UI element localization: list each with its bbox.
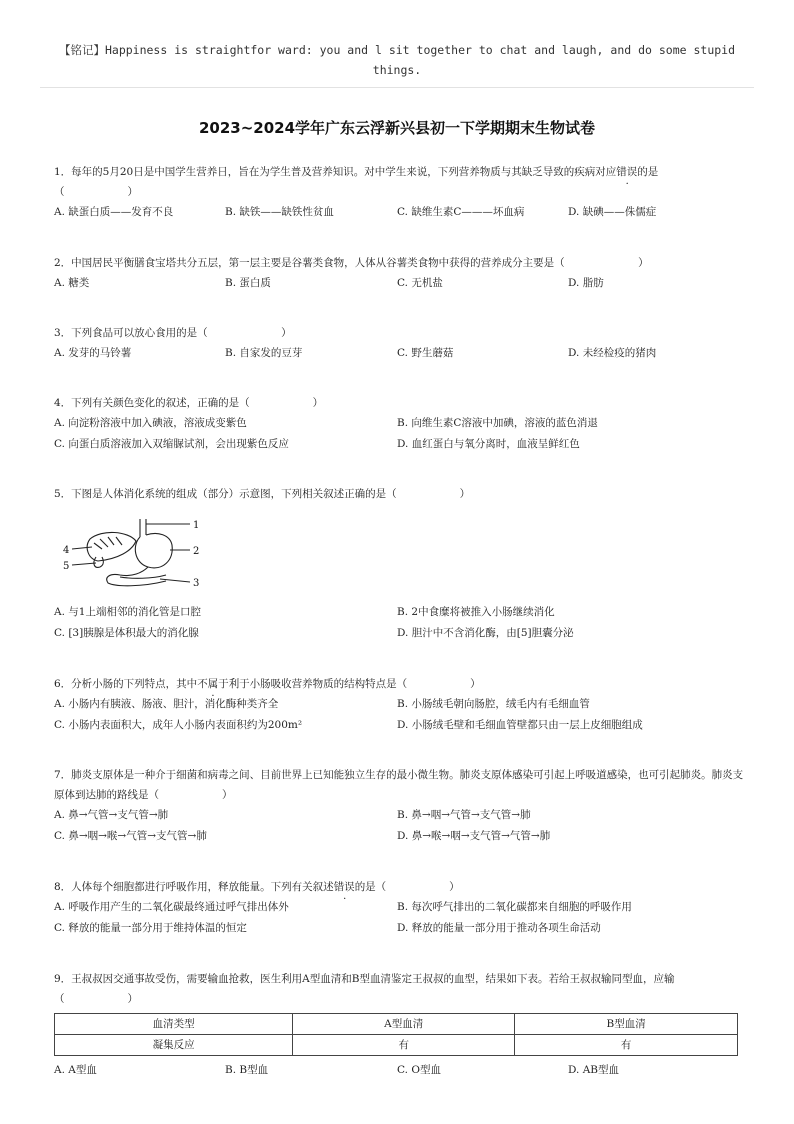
question-1 xyxy=(54,162,744,222)
option-c[interactable]: C. 野生蘑菇 xyxy=(397,347,454,359)
option-b[interactable]: B. 向维生素C溶液中加碘，溶液的蓝色消退 xyxy=(397,417,598,429)
question-8 xyxy=(54,877,744,939)
option-c[interactable]: C. 向蛋白质溶液加入双缩脲试剂，会出现紫色反应 xyxy=(54,438,289,450)
question-2-options xyxy=(54,273,744,293)
option-b[interactable]: B. 缺铁——缺铁性贫血 xyxy=(225,206,334,218)
option-a[interactable]: A. 发芽的马铃薯 xyxy=(54,347,132,359)
exam-title: 2023~2024学年广东云浮新兴县初一下学期期末生物试卷 xyxy=(198,119,596,137)
option-a[interactable]: A. 糖类 xyxy=(54,277,90,289)
option-c[interactable]: C. [3]胰腺是体积最大的消化腺 xyxy=(54,627,199,639)
table-header-cell: A型血清 xyxy=(293,1014,515,1035)
question-8-options-row1 xyxy=(54,897,744,918)
question-3 xyxy=(54,323,744,363)
option-c[interactable]: C. 小肠内表面积大，成年人小肠内表面积约为200m² xyxy=(54,719,303,731)
question-5-options xyxy=(54,602,744,644)
option-c[interactable]: C. 释放的能量一部分用于维持体温的恒定 xyxy=(54,922,247,934)
question-9 xyxy=(54,969,744,1080)
option-d[interactable]: D. 小肠绒毛壁和毛细血管壁都只由一层上皮细胞组成 xyxy=(397,719,643,731)
question-9-options xyxy=(54,1060,744,1080)
option-a[interactable]: A. 呼吸作用产生的二氧化碳最终通过呼气排出体外 xyxy=(54,901,289,913)
option-c[interactable]: C. 无机盐 xyxy=(397,277,443,289)
question-8-options-row2 xyxy=(54,918,744,939)
question-4 xyxy=(54,393,744,455)
option-c[interactable]: C. 缺维生素C———坏血病 xyxy=(397,206,525,218)
question-7-options-row2 xyxy=(54,826,744,847)
question-7-stem: 7．肺炎支原体是一种介于细菌和病毒之间、目前世界上已知能独立生存的最小微生物。肺炎支原体感染可引起上呼吸道感染，也可引起肺炎。肺炎支原体到达肺的路线是（ ） xyxy=(54,769,744,801)
table-header-cell: B型血清 xyxy=(515,1014,738,1035)
question-7 xyxy=(54,765,744,847)
label-5: 5 xyxy=(63,561,70,572)
option-c[interactable]: C. O型血 xyxy=(397,1064,441,1076)
label-4: 4 xyxy=(63,545,70,556)
option-a[interactable]: A. A型血 xyxy=(54,1064,97,1076)
question-4-options-row1 xyxy=(54,413,744,434)
question-3-stem: 3．下列食品可以放心食用的是（ ） xyxy=(54,327,292,339)
option-d[interactable]: D. 脂肪 xyxy=(568,277,604,289)
question-5 xyxy=(54,484,744,504)
table-row xyxy=(55,1014,738,1035)
option-a[interactable]: A. 与1上端相邻的消化管是口腔 xyxy=(54,606,201,618)
question-4-stem: 4．下列有关颜色变化的叙述，正确的是（ ） xyxy=(54,397,324,409)
question-6-stem: 6．分析小肠的下列特点，其中不属于利于小肠吸收营养物质的结构特点是（ ） xyxy=(54,678,481,690)
option-a[interactable]: A. 向淀粉溶液中加入碘液，溶液成变紫色 xyxy=(54,417,247,429)
option-a[interactable]: A. 缺蛋白质——发育不良 xyxy=(54,206,174,218)
label-1: 1 xyxy=(193,520,200,531)
question-7-options-row1 xyxy=(54,805,744,826)
option-a[interactable]: A. 小肠内有胰液、肠液、胆汁，消化酶种类齐全 xyxy=(54,698,279,710)
question-5-stem: 5．下图是人体消化系统的组成（部分）示意图，下列相关叙述正确的是（ ） xyxy=(54,488,471,500)
question-1-stem: 1．每年的5月20日是中国学生营养日，旨在为学生普及营养知识。对中学生来说，下列营养物质与其缺乏导致的疾病对应错误的是 xyxy=(54,166,659,178)
option-d[interactable]: D. 缺碘——侏儒症 xyxy=(568,206,657,218)
table-cell: 凝集反应 xyxy=(55,1035,293,1056)
option-b[interactable]: B. 蛋白质 xyxy=(225,277,271,289)
option-d[interactable]: D. 血红蛋白与氧分离时，血液呈鲜红色 xyxy=(397,438,580,450)
table-cell: 有 xyxy=(293,1035,515,1056)
table-header-cell: 血清类型 xyxy=(55,1014,293,1035)
option-a[interactable]: A. 鼻→气管→支气管→肺 xyxy=(54,809,169,821)
label-2: 2 xyxy=(193,546,200,557)
option-c[interactable]: C. 鼻→咽→喉→气管→支气管→肺 xyxy=(54,830,207,842)
option-d[interactable]: D. 胆汁中不含消化酶，由[5]胆囊分泌 xyxy=(397,627,574,639)
question-6-options-row1 xyxy=(54,694,744,715)
table-row xyxy=(55,1035,738,1056)
motto-banner: 【铭记】Happiness is straightfor ward: you and l sit together to chat and laugh, and do some stupid things. xyxy=(58,43,736,77)
question-1-options xyxy=(54,202,744,222)
option-b[interactable]: B. 小肠绒毛朝向肠腔，绒毛内有毛细血管 xyxy=(397,698,590,710)
option-d[interactable]: D. AB型血 xyxy=(568,1064,620,1076)
question-3-options xyxy=(54,343,744,363)
emphasis-dots: 错误 xyxy=(333,881,355,893)
question-1-answer-blank: （ ） xyxy=(54,186,138,198)
option-b[interactable]: B. 每次呼气排出的二氧化碳都来自细胞的呼吸作用 xyxy=(397,901,632,913)
question-4-options-row2 xyxy=(54,434,744,455)
option-d[interactable]: D. 鼻→喉→咽→支气管→气管→肺 xyxy=(397,830,551,842)
label-3: 3 xyxy=(193,578,200,589)
question-2 xyxy=(54,253,744,293)
question-2-stem: 2．中国居民平衡膳食宝塔共分五层，第一层主要是谷薯类食物，人体从谷薯类食物中获得的营养成分主要是（ ） xyxy=(54,257,649,269)
option-b[interactable]: B. 鼻→咽→气管→支气管→肺 xyxy=(397,809,531,821)
question-9-stem: 9．王叔叔因交通事故受伤，需要输血抢救，医生利用A型血清和B型血清鉴定王叔叔的血型，结果如下表。若给王叔叔输同型血，应输（ ） xyxy=(54,973,675,1005)
emphasis-dots: 错误 xyxy=(616,166,638,178)
option-b[interactable]: B. 自家发的豆芽 xyxy=(225,347,303,359)
option-d[interactable]: D. 未经检疫的猪肉 xyxy=(568,347,657,359)
blood-type-table xyxy=(54,1013,738,1056)
option-d[interactable]: D. 释放的能量一部分用于推动各项生命活动 xyxy=(397,922,601,934)
option-b[interactable]: B. B型血 xyxy=(225,1064,269,1076)
emphasis-dots: 不属于 xyxy=(197,678,229,690)
question-6-options-row2 xyxy=(54,715,744,736)
option-b[interactable]: B. 2中食糜将被推入小肠继续消化 xyxy=(397,606,555,618)
digestive-system-diagram xyxy=(62,515,212,590)
question-6 xyxy=(54,674,744,736)
table-cell: 有 xyxy=(515,1035,738,1056)
question-8-stem: 8．人体每个细胞都进行呼吸作用，释放能量。下列有关叙述错误的是（ ） xyxy=(54,881,460,893)
header-divider xyxy=(40,87,754,88)
